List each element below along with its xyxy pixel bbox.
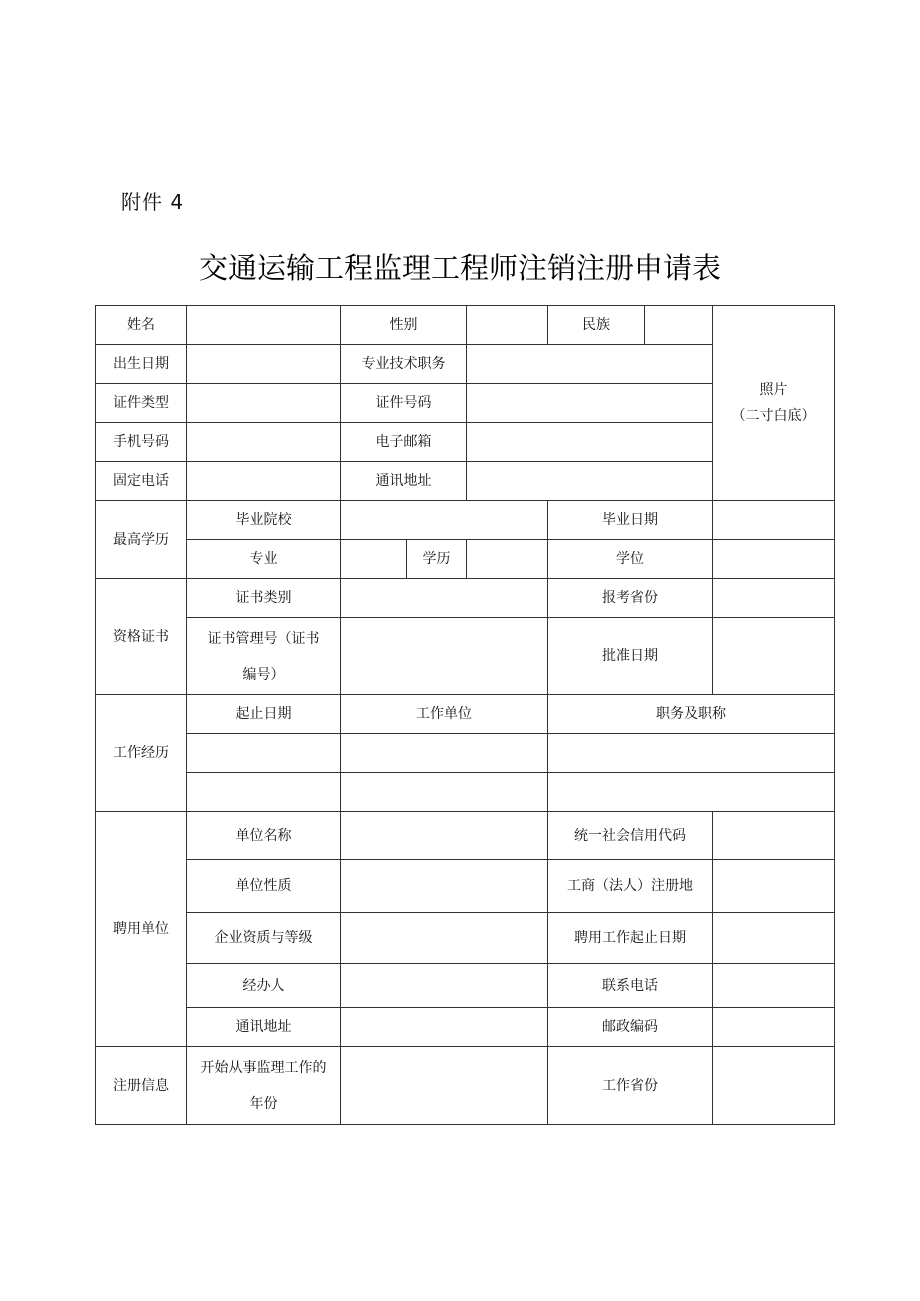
- employer-header: 工作单位: [341, 695, 548, 734]
- email-label: 电子邮箱: [341, 423, 467, 462]
- unit-nature-input[interactable]: [341, 860, 548, 913]
- handler-input[interactable]: [341, 964, 548, 1008]
- school-label: 毕业院校: [187, 501, 341, 540]
- mobile-label: 手机号码: [96, 423, 187, 462]
- contact-phone-label: 联系电话: [548, 964, 713, 1008]
- credit-code-label: 统一社会信用代码: [548, 812, 713, 860]
- registration-section-label: 注册信息: [96, 1047, 187, 1125]
- start-year-label: [187, 1047, 341, 1125]
- period-header: 起止日期: [187, 695, 341, 734]
- qualification-label: 企业资质与等级: [187, 913, 341, 964]
- approval-date-input[interactable]: [713, 618, 835, 695]
- mailing-address-input[interactable]: [467, 462, 713, 501]
- graduation-date-input[interactable]: [713, 501, 835, 540]
- work-province-label: 工作省份: [548, 1047, 713, 1125]
- gender-input[interactable]: [467, 306, 548, 345]
- exam-province-label: 报考省份: [548, 579, 713, 618]
- registration-place-label: 工商（法人）注册地: [548, 860, 713, 913]
- unit-name-label: 单位名称: [187, 812, 341, 860]
- major-label: 专业: [187, 540, 341, 579]
- degree-label: 学位: [548, 540, 713, 579]
- form-title: 交通运输工程监理工程师注销注册申请表: [198, 251, 721, 285]
- name-input[interactable]: [187, 306, 341, 345]
- employer-address-label: 通讯地址: [187, 1008, 341, 1047]
- mobile-input[interactable]: [187, 423, 341, 462]
- birth-date-label: 出生日期: [96, 345, 187, 384]
- cert-type-input[interactable]: [341, 579, 548, 618]
- postcode-label: 邮政编码: [548, 1008, 713, 1047]
- professional-title-input[interactable]: [467, 345, 713, 384]
- ethnicity-label: 民族: [548, 306, 645, 345]
- qualification-input[interactable]: [341, 913, 548, 964]
- work-period-input[interactable]: [187, 734, 341, 773]
- employer-section-label: 聘用单位: [96, 812, 187, 1047]
- employment-period-label: 聘用工作起止日期: [548, 913, 713, 964]
- work-history-section-label: 工作经历: [96, 695, 187, 812]
- major-input[interactable]: [341, 540, 407, 579]
- registration-place-input[interactable]: [713, 860, 835, 913]
- gender-label: 性别: [341, 306, 467, 345]
- photo-box[interactable]: [713, 306, 835, 501]
- work-position-input[interactable]: [548, 734, 835, 773]
- unit-nature-label: 单位性质: [187, 860, 341, 913]
- landline-label: 固定电话: [96, 462, 187, 501]
- start-year-label-line1: 开始从事监理工作的: [200, 1059, 327, 1076]
- position-header: 职务及职称: [548, 695, 835, 734]
- exam-province-input[interactable]: [713, 579, 835, 618]
- landline-input[interactable]: [187, 462, 341, 501]
- cert-type-label: 证书类别: [187, 579, 341, 618]
- start-year-input[interactable]: [341, 1047, 548, 1125]
- mailing-address-label: 通讯地址: [341, 462, 467, 501]
- education-section-label: 最高学历: [96, 501, 187, 579]
- degree-level-label: 学历: [407, 540, 467, 579]
- id-number-input[interactable]: [467, 384, 713, 423]
- credit-code-input[interactable]: [713, 812, 835, 860]
- attachment-label: 附件 4: [121, 190, 185, 214]
- ethnicity-input[interactable]: [645, 306, 713, 345]
- cert-number-label-line1: 证书管理号（证书: [207, 631, 320, 647]
- degree-input[interactable]: [713, 540, 835, 579]
- photo-label: 照片: [759, 382, 788, 398]
- unit-name-input[interactable]: [341, 812, 548, 860]
- postcode-input[interactable]: [713, 1008, 835, 1047]
- id-type-label: 证件类型: [96, 384, 187, 423]
- photo-note: （二寸白底）: [731, 408, 816, 424]
- name-label: 姓名: [96, 306, 187, 345]
- approval-date-label: 批准日期: [548, 618, 713, 695]
- cert-number-label: [187, 618, 341, 695]
- cert-number-label-line2: 编号）: [242, 667, 285, 683]
- professional-title-label: 专业技术职务: [341, 345, 467, 384]
- graduation-date-label: 毕业日期: [548, 501, 713, 540]
- degree-level-input[interactable]: [467, 540, 548, 579]
- work-employer-input[interactable]: [341, 734, 548, 773]
- start-year-label-line2: 年份: [249, 1095, 278, 1112]
- school-input[interactable]: [341, 501, 548, 540]
- birth-date-input[interactable]: [187, 345, 341, 384]
- employment-period-input[interactable]: [713, 913, 835, 964]
- id-number-label: 证件号码: [341, 384, 467, 423]
- work-province-input[interactable]: [713, 1047, 835, 1125]
- id-type-input[interactable]: [187, 384, 341, 423]
- contact-phone-input[interactable]: [713, 964, 835, 1008]
- application-form-table: [95, 305, 835, 1125]
- email-input[interactable]: [467, 423, 713, 462]
- certificate-section-label: 资格证书: [96, 579, 187, 695]
- work-position-input[interactable]: [548, 773, 835, 812]
- work-period-input[interactable]: [187, 773, 341, 812]
- cert-number-input[interactable]: [341, 618, 548, 695]
- work-employer-input[interactable]: [341, 773, 548, 812]
- employer-address-input[interactable]: [341, 1008, 548, 1047]
- handler-label: 经办人: [187, 964, 341, 1008]
